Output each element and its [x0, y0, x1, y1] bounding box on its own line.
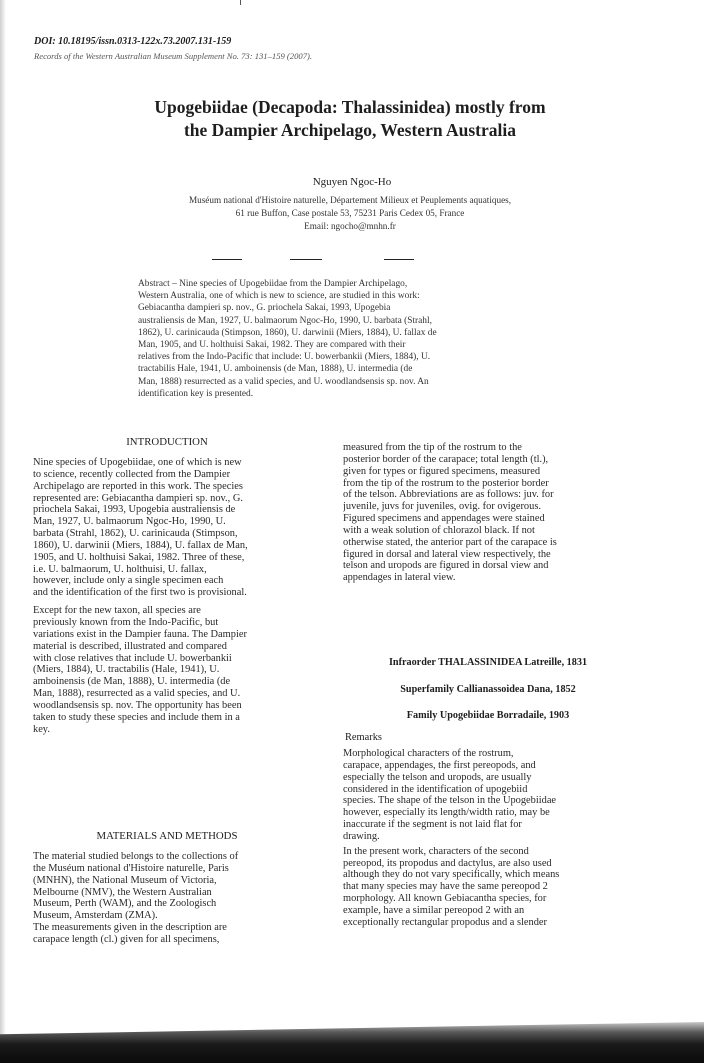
abstract-line: Gebiacantha dampieri sp. nov., G. priochela Sakai, 1993, Upogebia — [138, 303, 391, 314]
text-line: inaccurate if the segment is not laid flat for — [343, 819, 522, 831]
text-line: material is described, illustrated and compared — [33, 640, 227, 652]
text-line: carapace, appendages, the first pereopods, and — [343, 759, 536, 771]
text-line: exceptionally rectangular propodus and a slender — [343, 916, 547, 928]
text-line: however, especially its length/width ratio, may be — [343, 807, 550, 819]
remarks-text — [343, 748, 633, 929]
text-line: Nine species of Upogebiidae, one of which is new — [33, 457, 242, 468]
abstract-line: identification key is presented. — [138, 388, 254, 399]
text-line: 1905, and U. holthuisi Sakai, 1982. Three of these, — [33, 551, 245, 563]
text-line: Archipelago are reported in this work. The species — [33, 480, 243, 492]
text-line: given for types or figured specimens, measured — [343, 465, 541, 477]
text-line: pereopod, its propodus and dactylus, are also used — [343, 857, 552, 869]
text-line: The measurements given in the description are — [33, 922, 227, 934]
text-line: variations exist in the Dampier fauna. The Dampier — [33, 628, 247, 640]
text-line: amboinensis (de Man, 1888), U. intermedia (de — [33, 676, 231, 688]
introduction-text — [33, 457, 301, 735]
text-line: Museum, Amsterdam (ZMA). — [33, 910, 158, 922]
text-line: species. The shape of the telson in the Upogebiidae — [343, 795, 557, 807]
materials-methods-text — [33, 851, 301, 946]
text-line: morphology. All known Gebiacantha species, for — [343, 893, 547, 905]
text-line: (Miers, 1884), U. tractabilis (Hale, 1941), U. — [33, 664, 220, 676]
text-line: priochela Sakai, 1993, Upogebia australiensis de — [33, 504, 236, 516]
text-line: Man, 1888), resurrected as a valid species, and U. — [33, 688, 241, 700]
author-affiliation — [100, 194, 600, 233]
text-line: Melbourne (NMV), the Western Australian — [33, 886, 212, 898]
text-line: The material studied belongs to the collections of — [33, 851, 239, 862]
abstract-line: australiensis de Man, 1927, U. balmaorum Ngoc-Ho, 1990, U. barbata (Strahl, — [138, 315, 432, 326]
text-line: with a weak solution of chlorazol black. If not — [343, 524, 535, 536]
text-line: (MNHN), the National Museum of Victoria, — [33, 874, 217, 886]
text-line: telson and uropods are figured in dorsal view and — [343, 560, 549, 572]
introduction-heading: INTRODUCTION — [126, 436, 208, 448]
title-line: Upogebiidae (Decapoda: Thalassinidea) mostly from — [154, 97, 546, 117]
article-title — [80, 96, 620, 142]
separator-rule — [212, 259, 242, 260]
affiliation-line: 61 rue Buffon, Case postale 53, 75231 Paris Cedex 05, France — [235, 208, 465, 218]
text-line: appendages in lateral view. — [343, 572, 456, 584]
text-line: although they do not vary specifically, which means — [343, 869, 560, 881]
text-line: however, include only a single specimen each — [33, 575, 224, 587]
text-line: juvenile, juvs for juveniles, ovig. for ovigerous. — [343, 501, 541, 513]
title-line: the Dampier Archipelago, Western Australia — [183, 120, 516, 140]
separator-rule — [290, 259, 322, 260]
abstract-line: Man, 1888) resurrected as a valid species, and U. woodlandsensis sp. nov. An — [138, 376, 429, 387]
text-line: Museum, Perth (WAM), and the Zoologisch — [33, 898, 217, 910]
text-line: figured in dorsal and lateral view respectively, the — [343, 548, 551, 560]
journal-citation: Records of the Western Australian Museum Supplement No. 73: 131–159 (2007). — [34, 51, 312, 61]
separator-rule — [384, 259, 414, 260]
text-line: i.e. U. balmaorum, U. holthuisi, U. fallax, — [33, 563, 207, 575]
text-line: the Muséum national d'Histoire naturelle, Paris — [33, 862, 229, 874]
text-line: Morphological characters of the rostrum, — [343, 748, 514, 759]
text-line: woodlandsensis sp. nov. The opportunity has been — [33, 699, 242, 711]
text-line: example, have a similar pereopod 2 with an — [343, 904, 525, 916]
doi-line: DOI: 10.18195/issn.0313-122x.73.2007.131-159 — [34, 36, 232, 47]
infraorder-heading: Infraorder THALASSINIDEA Latreille, 1831 — [388, 657, 588, 668]
text-line: In the present work, characters of the second — [343, 845, 529, 857]
text-line: Figured specimens and appendages were stained — [343, 513, 545, 525]
remarks-heading: Remarks — [345, 732, 382, 743]
text-line: posterior border of the carapace; total length (tl.), — [343, 453, 549, 465]
superfamily-heading: Superfamily Callianassoidea Dana, 1852 — [400, 684, 576, 695]
text-line: considered in the identification of upogebiid — [343, 783, 528, 795]
abstract-line: Abstract – Nine species of Upogebiidae from the Dampier Archipelago, — [138, 279, 408, 289]
text-line: from the tip of the rostrum to the posterior border — [343, 477, 549, 489]
text-line: especially the telson and uropods, are usually — [343, 771, 532, 783]
text-line: 1860), U. darwinii (Miers, 1884), U. fallax de Man, — [33, 539, 248, 551]
text-line: and the identification of the first two is provisional. — [33, 587, 247, 599]
scan-mark — [240, 0, 241, 5]
materials-methods-heading: MATERIALS AND METHODS — [96, 830, 238, 842]
page-edge-shadow — [0, 0, 6, 1063]
abstract-line: 1862), U. carinicauda (Stimpson, 1860), U. darwinii (Miers, 1884), U. fallax de — [138, 327, 437, 338]
text-line: taken to study these species and include them in a — [33, 711, 240, 723]
abstract-line: relatives from the Indo-Pacific that include: U. bowerbankii (Miers, 1884), U. — [138, 352, 431, 363]
text-line: Except for the new taxon, all species are — [33, 605, 201, 617]
scan-edge-shadow — [0, 1022, 704, 1063]
text-line: drawing. — [343, 830, 380, 842]
text-line: of the telson. Abbreviations are as follows: juv. for — [343, 489, 554, 501]
abstract-line: tractabilis Hale, 1941, U. amboinensis (de Man, 1888), U. intermedia (de — [138, 364, 413, 375]
abstract-line: Man, 1905, and U. holthuisi Sakai, 1982. They are compared with their — [138, 340, 406, 351]
text-line: barbata (Strahl, 1862), U. carinicauda (Stimpson, — [33, 528, 238, 540]
affiliation-line: Email: ngocho@mnhn.fr — [304, 221, 396, 231]
author-name: Nguyen Ngoc-Ho — [312, 176, 392, 188]
text-line: previously known from the Indo-Pacific, but — [33, 616, 219, 628]
text-line: represented are: Gebiacantha dampieri sp. nov., G. — [33, 492, 243, 504]
text-line: to science, recently collected from the Dampier — [33, 468, 231, 480]
text-line: carapace length (cl.) given for all specimens, — [33, 933, 220, 945]
text-line: key. — [33, 723, 50, 735]
affiliation-line: Muséum national d'Histoire naturelle, Département Milieux et Peuplements aquatiques, — [188, 195, 512, 205]
text-line: measured from the tip of the rostrum to the — [343, 442, 522, 453]
abstract — [138, 278, 558, 400]
text-line: with close relatives that include U. bowerbankii — [33, 652, 232, 664]
methods-continued-text — [343, 442, 633, 584]
abstract-line: Western Australia, one of which is new to science, are studied in this work: — [138, 291, 420, 302]
text-line: Man, 1927, U. balmaorum Ngoc-Ho, 1990, U. — [33, 516, 226, 528]
family-heading: Family Upogebiidae Borradaile, 1903 — [406, 710, 570, 721]
text-line: that many species may have the same pereopod 2 — [343, 881, 548, 893]
text-line: otherwise stated, the anterior part of the carapace is — [343, 536, 557, 548]
